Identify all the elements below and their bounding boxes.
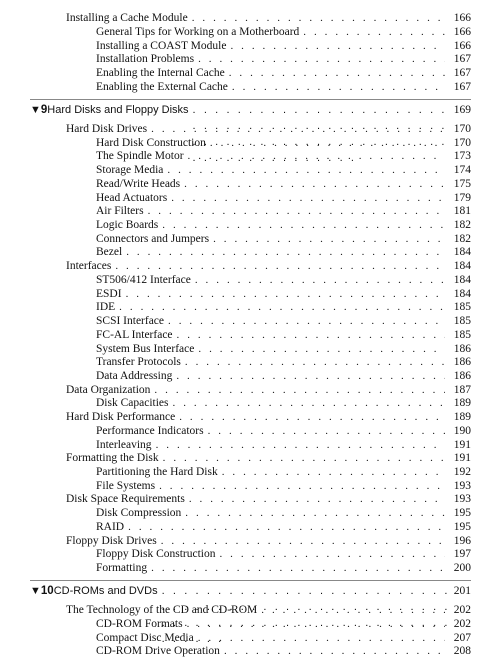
entry-page: 185	[453, 315, 471, 328]
toc-subentry[interactable]	[96, 520, 471, 534]
entry-page: 181	[453, 205, 471, 218]
toc-subentry[interactable]	[96, 631, 471, 645]
entry-page: 184	[453, 287, 471, 300]
entry-title: The Spindle Motor	[96, 150, 184, 163]
entry-title: Performance Indicators	[96, 424, 204, 437]
entry-title: RAID	[96, 520, 125, 533]
entry-title: Read/Write Heads	[96, 177, 181, 190]
entry-page: 167	[453, 81, 471, 93]
dot-leader	[162, 218, 445, 232]
toc-entry[interactable]	[66, 534, 471, 548]
dot-leader	[126, 245, 445, 259]
toc-entry[interactable]	[66, 11, 471, 25]
entry-page: 186	[453, 342, 471, 355]
entry-title: Installing a COAST Module	[96, 39, 227, 52]
dot-leader	[119, 300, 445, 314]
dot-leader	[128, 520, 445, 534]
dot-leader	[179, 410, 445, 424]
collapse-triangle-icon[interactable]: ▼	[30, 104, 41, 116]
dot-leader	[219, 547, 445, 561]
dot-leader	[198, 52, 445, 66]
dot-leader	[232, 80, 445, 94]
entry-title: File Systems	[96, 479, 156, 492]
toc-subentry[interactable]	[96, 39, 471, 53]
entry-page: 185	[453, 301, 471, 314]
entry-title: Formatting the Disk	[66, 452, 159, 465]
entry-page: 191	[453, 452, 471, 465]
dot-leader	[173, 396, 446, 410]
entry-page: 184	[453, 246, 471, 259]
entry-page: 193	[453, 493, 471, 506]
dot-leader	[154, 383, 445, 397]
toc-entry[interactable]	[66, 259, 471, 273]
entry-page: 166	[453, 12, 471, 24]
dot-leader	[115, 259, 445, 273]
entry-title: Enabling the External Cache	[96, 81, 228, 93]
toc-subentry[interactable]	[96, 424, 471, 438]
dot-leader	[261, 603, 445, 617]
entry-title: CD-ROM Drive Operation	[96, 645, 220, 658]
entry-page: 187	[453, 383, 471, 396]
entry-page: 170	[453, 123, 471, 135]
entry-title: Hard Disk Drives	[66, 123, 148, 135]
collapse-triangle-icon[interactable]: ▼	[30, 585, 41, 597]
dot-leader	[159, 479, 445, 493]
dot-leader	[167, 163, 445, 177]
entry-title: General Tips for Working on a Motherboard	[96, 25, 300, 38]
dot-leader	[210, 136, 445, 150]
entry-page: 192	[453, 466, 471, 478]
toc-subentry[interactable]	[96, 300, 471, 314]
dot-leader	[208, 424, 445, 438]
entry-page: 195	[453, 520, 471, 533]
entry-title: Disk Space Requirements	[66, 493, 185, 506]
entry-title: Head Actuators	[96, 191, 168, 204]
toc-subentry[interactable]	[96, 314, 471, 328]
entry-title: ESDI	[96, 287, 122, 300]
dot-leader	[185, 355, 445, 369]
entry-title: Data Organization	[66, 383, 151, 396]
toc-entry[interactable]	[66, 410, 471, 424]
dot-leader	[189, 492, 445, 506]
toc-subentry[interactable]	[96, 369, 471, 383]
toc-subentry[interactable]	[96, 177, 471, 191]
entry-page: 191	[453, 438, 471, 451]
dot-leader	[303, 25, 445, 39]
toc-subentry[interactable]	[96, 479, 471, 493]
toc-subentry[interactable]	[96, 245, 471, 259]
entry-page: 174	[453, 164, 471, 177]
dot-leader	[171, 191, 445, 205]
toc-entry[interactable]	[66, 603, 471, 617]
entry-title: Disk Compression	[96, 507, 182, 520]
chapter-page: 201	[453, 585, 471, 597]
toc-subentry[interactable]	[96, 355, 471, 369]
entry-page: 166	[453, 39, 471, 52]
dot-leader	[156, 438, 445, 452]
dot-leader	[222, 465, 445, 479]
toc-subentry[interactable]	[96, 25, 471, 39]
toc-subentry[interactable]	[96, 644, 471, 658]
entry-page: 182	[453, 219, 471, 232]
entry-title: IDE	[96, 301, 116, 314]
toc-subentry[interactable]	[96, 438, 471, 452]
entry-title: ST506/412 Interface	[96, 273, 191, 286]
entry-title: Data Addressing	[96, 369, 173, 382]
entry-title: Compact Disc Media	[96, 631, 194, 644]
chapter-number: 9	[40, 104, 48, 116]
entry-title: Disk Capacities	[96, 397, 169, 410]
dot-leader	[195, 273, 445, 287]
entry-title: Installation Problems	[96, 53, 195, 66]
dot-leader	[148, 204, 445, 218]
entry-page: 196	[453, 534, 471, 547]
toc-subentry[interactable]	[96, 617, 471, 631]
dot-leader	[185, 506, 445, 520]
toc-subentry[interactable]	[96, 149, 471, 163]
toc-subentry[interactable]	[96, 52, 471, 66]
chapter-number: 10	[40, 585, 54, 597]
toc-subentry[interactable]	[96, 506, 471, 520]
dot-leader	[198, 342, 445, 356]
toc-subentry[interactable]	[96, 66, 471, 80]
entry-title: Logic Boards	[96, 219, 159, 232]
entry-page: 185	[453, 328, 471, 341]
entry-page: 200	[453, 562, 471, 575]
entry-title: Bezel	[96, 246, 123, 259]
chapter-divider	[30, 99, 471, 100]
entry-page: 189	[453, 397, 471, 410]
dot-leader	[177, 328, 445, 342]
entry-page: 184	[453, 260, 471, 273]
entry-page: 173	[453, 150, 471, 163]
toc-subentry[interactable]	[96, 273, 471, 287]
entry-page: 179	[453, 191, 471, 204]
dot-leader	[168, 314, 445, 328]
entry-title: Transfer Protocols	[96, 356, 181, 369]
entry-title: Partitioning the Hard Disk	[96, 466, 218, 478]
entry-page: 193	[453, 479, 471, 492]
toc-subentry[interactable]	[96, 396, 471, 410]
chapter-heading-10[interactable]	[30, 583, 471, 599]
dot-leader	[151, 122, 445, 136]
entry-page: 208	[453, 645, 471, 658]
chapter-title: CD-ROMs and DVDs	[53, 585, 158, 597]
dot-leader	[229, 66, 445, 80]
entry-page: 189	[453, 411, 471, 424]
entry-page: 184	[453, 273, 471, 286]
entry-page: 202	[453, 604, 471, 616]
dot-leader	[213, 232, 445, 246]
entry-title: Connectors and Jumpers	[96, 232, 210, 245]
dot-leader	[198, 631, 445, 645]
dot-leader	[176, 369, 445, 383]
dot-leader	[151, 561, 445, 575]
entry-title: FC-AL Interface	[96, 328, 173, 341]
dot-leader	[126, 287, 445, 301]
entry-page: 197	[453, 548, 471, 561]
dot-leader	[161, 534, 445, 548]
toc-entry[interactable]	[66, 451, 471, 465]
entry-title: Hard Disk Performance	[66, 411, 176, 424]
entry-page: 195	[453, 507, 471, 520]
entry-page: 182	[453, 232, 471, 245]
entry-page: 207	[453, 631, 471, 644]
entry-page: 166	[453, 25, 471, 38]
entry-title: Storage Media	[96, 164, 164, 177]
dot-leader	[230, 39, 445, 53]
chapter-heading-9[interactable]	[30, 102, 471, 118]
entry-page: 167	[453, 53, 471, 66]
toc-subentry[interactable]	[96, 191, 471, 205]
chapter-title: Hard Disks and Floppy Disks	[47, 104, 189, 116]
dot-leader	[184, 177, 445, 191]
chapter-divider	[30, 580, 471, 581]
entry-title: SCSI Interface	[96, 315, 165, 328]
entry-page: 186	[453, 369, 471, 382]
entry-title: Interleaving	[96, 438, 152, 451]
entry-title: Floppy Disk Drives	[66, 534, 157, 547]
entry-title: Installing a Cache Module	[66, 12, 188, 24]
toc-subentry[interactable]	[96, 547, 471, 561]
toc-entry[interactable]	[66, 492, 471, 506]
entry-title: Air Filters	[96, 205, 144, 218]
dot-leader	[163, 451, 445, 465]
toc-subentry[interactable]	[96, 328, 471, 342]
entry-title: System Bus Interface	[96, 342, 195, 355]
dot-leader	[188, 149, 445, 163]
toc-entry[interactable]	[66, 383, 471, 397]
toc-subentry[interactable]	[96, 465, 471, 479]
entry-page: 190	[453, 424, 471, 437]
toc-subentry[interactable]	[96, 163, 471, 177]
entry-title: The Technology of the CD and CD-ROM	[66, 604, 258, 616]
entry-page: 170	[453, 136, 471, 149]
entry-page: 167	[453, 67, 471, 80]
toc-subentry[interactable]	[96, 218, 471, 232]
chapter-page: 169	[453, 104, 471, 116]
entry-page: 202	[453, 617, 471, 630]
toc-subentry[interactable]	[96, 342, 471, 356]
toc-subentry[interactable]	[96, 287, 471, 301]
toc-subentry[interactable]	[96, 136, 471, 150]
entry-page: 175	[453, 177, 471, 190]
dot-leader	[224, 644, 445, 658]
dot-leader	[192, 11, 445, 25]
entry-page: 186	[453, 356, 471, 369]
toc-subentry[interactable]	[96, 232, 471, 246]
toc-subentry[interactable]	[96, 561, 471, 575]
dot-leader	[187, 617, 445, 631]
entry-title: Floppy Disk Construction	[96, 548, 216, 561]
toc-entry[interactable]	[66, 122, 471, 136]
toc-subentry[interactable]	[96, 80, 471, 94]
entry-title: Hard Disk Construction	[96, 136, 206, 149]
entry-title: CD-ROM Formats	[96, 617, 183, 630]
entry-title: Formatting	[96, 562, 148, 575]
toc-subentry[interactable]	[96, 204, 471, 218]
entry-title: Interfaces	[66, 260, 112, 273]
entry-title: Enabling the Internal Cache	[96, 67, 225, 80]
